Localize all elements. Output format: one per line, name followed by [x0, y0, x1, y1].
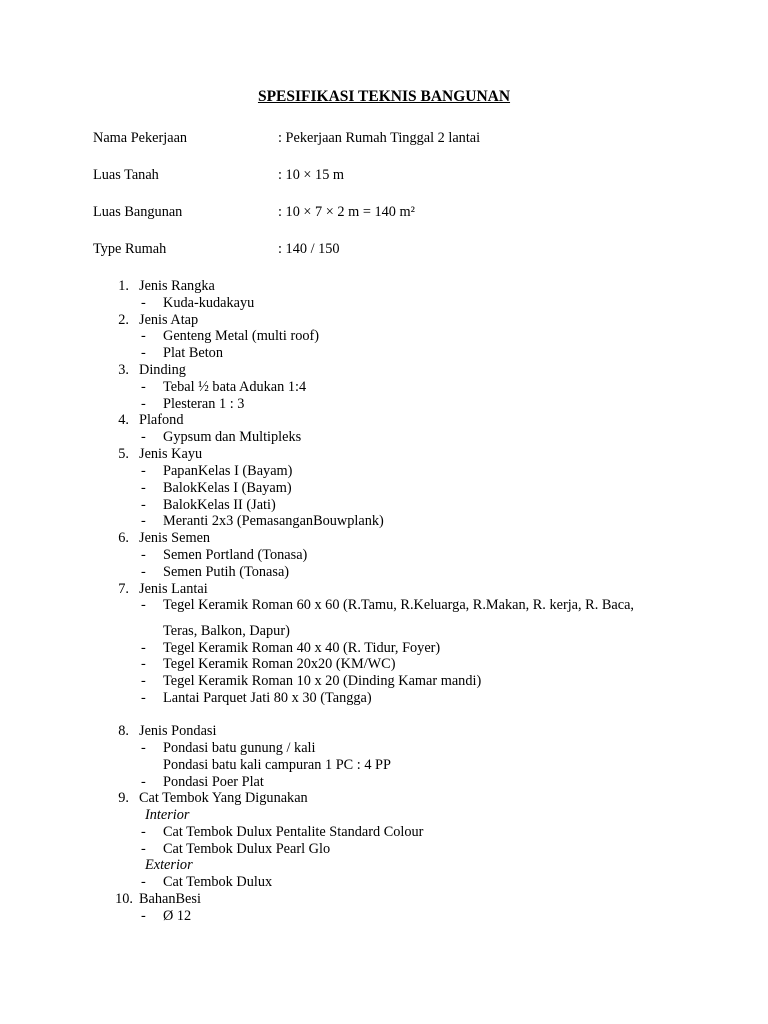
spec-item: PapanKelas I (Bayam) [163, 463, 293, 479]
bullet-dash: - [141, 497, 146, 513]
bullet-dash: - [141, 379, 146, 395]
info-value: : 140 / 150 [278, 241, 340, 257]
bullet-dash: - [141, 396, 146, 412]
spec-number: 2. [118, 312, 129, 328]
info-label: Luas Bangunan [93, 204, 183, 220]
spec-item: Tegel Keramik Roman 40 x 40 (R. Tidur, Foyer) [163, 640, 441, 656]
spec-number: 5. [118, 446, 129, 462]
info-label: Nama Pekerjaan [93, 130, 188, 146]
spec-number: 7. [118, 581, 129, 597]
spec-heading: Jenis Atap [139, 312, 199, 328]
spec-number: 1. [118, 278, 129, 294]
info-value: : Pekerjaan Rumah Tinggal 2 lantai [278, 130, 481, 146]
spec-item: Tegel Keramik Roman 20x20 (KM/WC) [163, 656, 396, 672]
bullet-dash: - [141, 874, 146, 890]
bullet-dash: - [141, 547, 146, 563]
bullet-dash: - [141, 824, 146, 840]
spec-heading: Dinding [139, 362, 186, 378]
spec-heading: Jenis Lantai [139, 581, 208, 597]
spec-number: 8. [118, 723, 129, 739]
spec-number: 9. [118, 790, 129, 806]
bullet-dash: - [141, 429, 146, 445]
spec-item: Cat Tembok Dulux [163, 874, 273, 890]
info-label: Type Rumah [93, 241, 167, 257]
spec-item: Pondasi batu gunung / kali [163, 740, 316, 756]
info-row-type-rumah [93, 241, 713, 261]
bullet-dash: - [141, 295, 146, 311]
bullet-dash: - [141, 513, 146, 529]
spec-item: Pondasi batu kali campuran 1 PC : 4 PP [163, 757, 391, 773]
info-row-nama-pekerjaan [93, 130, 713, 150]
spec-item: Tegel Keramik Roman 10 x 20 (Dinding Kamar mandi) [163, 673, 482, 689]
spec-number: 4. [118, 412, 129, 428]
bullet-dash: - [141, 908, 146, 924]
bullet-dash: - [141, 345, 146, 361]
spec-item: Tegel Keramik Roman 60 x 60 (R.Tamu, R.Keluarga, R.Makan, R. kerja, R. Baca, [163, 597, 635, 613]
bullet-dash: - [141, 673, 146, 689]
document-title: SPESIFIKASI TEKNIS BANGUNAN [257, 88, 511, 105]
spec-number: 3. [118, 362, 129, 378]
spec-item: Genteng Metal (multi roof) [163, 328, 320, 344]
spec-item: Lantai Parquet Jati 80 x 30 (Tangga) [163, 690, 372, 706]
spec-item: Kuda-kudakayu [163, 295, 255, 311]
spec-item: BalokKelas I (Bayam) [163, 480, 292, 496]
spec-item: Cat Tembok Dulux Pentalite Standard Colour [163, 824, 424, 840]
spec-item: Pondasi Poer Plat [163, 774, 264, 790]
spec-number: 6. [118, 530, 129, 546]
bullet-dash: - [141, 480, 146, 496]
bullet-dash: - [141, 328, 146, 344]
spec-heading: Plafond [139, 412, 184, 428]
bullet-dash: - [141, 656, 146, 672]
spec-heading: Jenis Semen [139, 530, 211, 546]
spec-heading: Cat Tembok Yang Digunakan [139, 790, 308, 806]
info-value: : 10 × 7 × 2 m = 140 m² [278, 204, 415, 220]
spec-number: 10. [115, 891, 133, 907]
spec-heading: Jenis Rangka [139, 278, 215, 294]
spec-item: Ø 12 [163, 908, 192, 924]
spec-item: Plesteran 1 : 3 [163, 396, 245, 412]
spec-item: Semen Putih (Tonasa) [163, 564, 290, 580]
spec-item: Tebal ½ bata Adukan 1:4 [163, 379, 307, 395]
bullet-dash: - [141, 841, 146, 857]
bullet-dash: - [141, 463, 146, 479]
spec-item: Semen Portland (Tonasa) [163, 547, 308, 563]
bullet-dash: - [141, 690, 146, 706]
subheading-exterior: Exterior [145, 857, 193, 873]
spec-item: Meranti 2x3 (PemasanganBouwplank) [163, 513, 384, 529]
info-label: Luas Tanah [93, 167, 159, 183]
spec-heading: BahanBesi [139, 891, 201, 907]
spec-heading: Jenis Kayu [139, 446, 203, 462]
info-value: : 10 × 15 m [278, 167, 345, 183]
spec-item-continued: Teras, Balkon, Dapur) [163, 623, 290, 639]
spec-item: Gypsum dan Multipleks [163, 429, 302, 445]
spec-item: Cat Tembok Dulux Pearl Glo [163, 841, 331, 857]
bullet-dash: - [141, 774, 146, 790]
spec-heading: Jenis Pondasi [139, 723, 217, 739]
subheading-interior: Interior [145, 807, 190, 823]
bullet-dash: - [141, 564, 146, 580]
info-row-luas-bangunan [93, 204, 713, 224]
spec-item: Plat Beton [163, 345, 223, 361]
bullet-dash: - [141, 597, 146, 613]
bullet-dash: - [141, 640, 146, 656]
info-row-luas-tanah [93, 167, 713, 187]
bullet-dash: - [141, 740, 146, 756]
spec-item: BalokKelas II (Jati) [163, 497, 276, 513]
